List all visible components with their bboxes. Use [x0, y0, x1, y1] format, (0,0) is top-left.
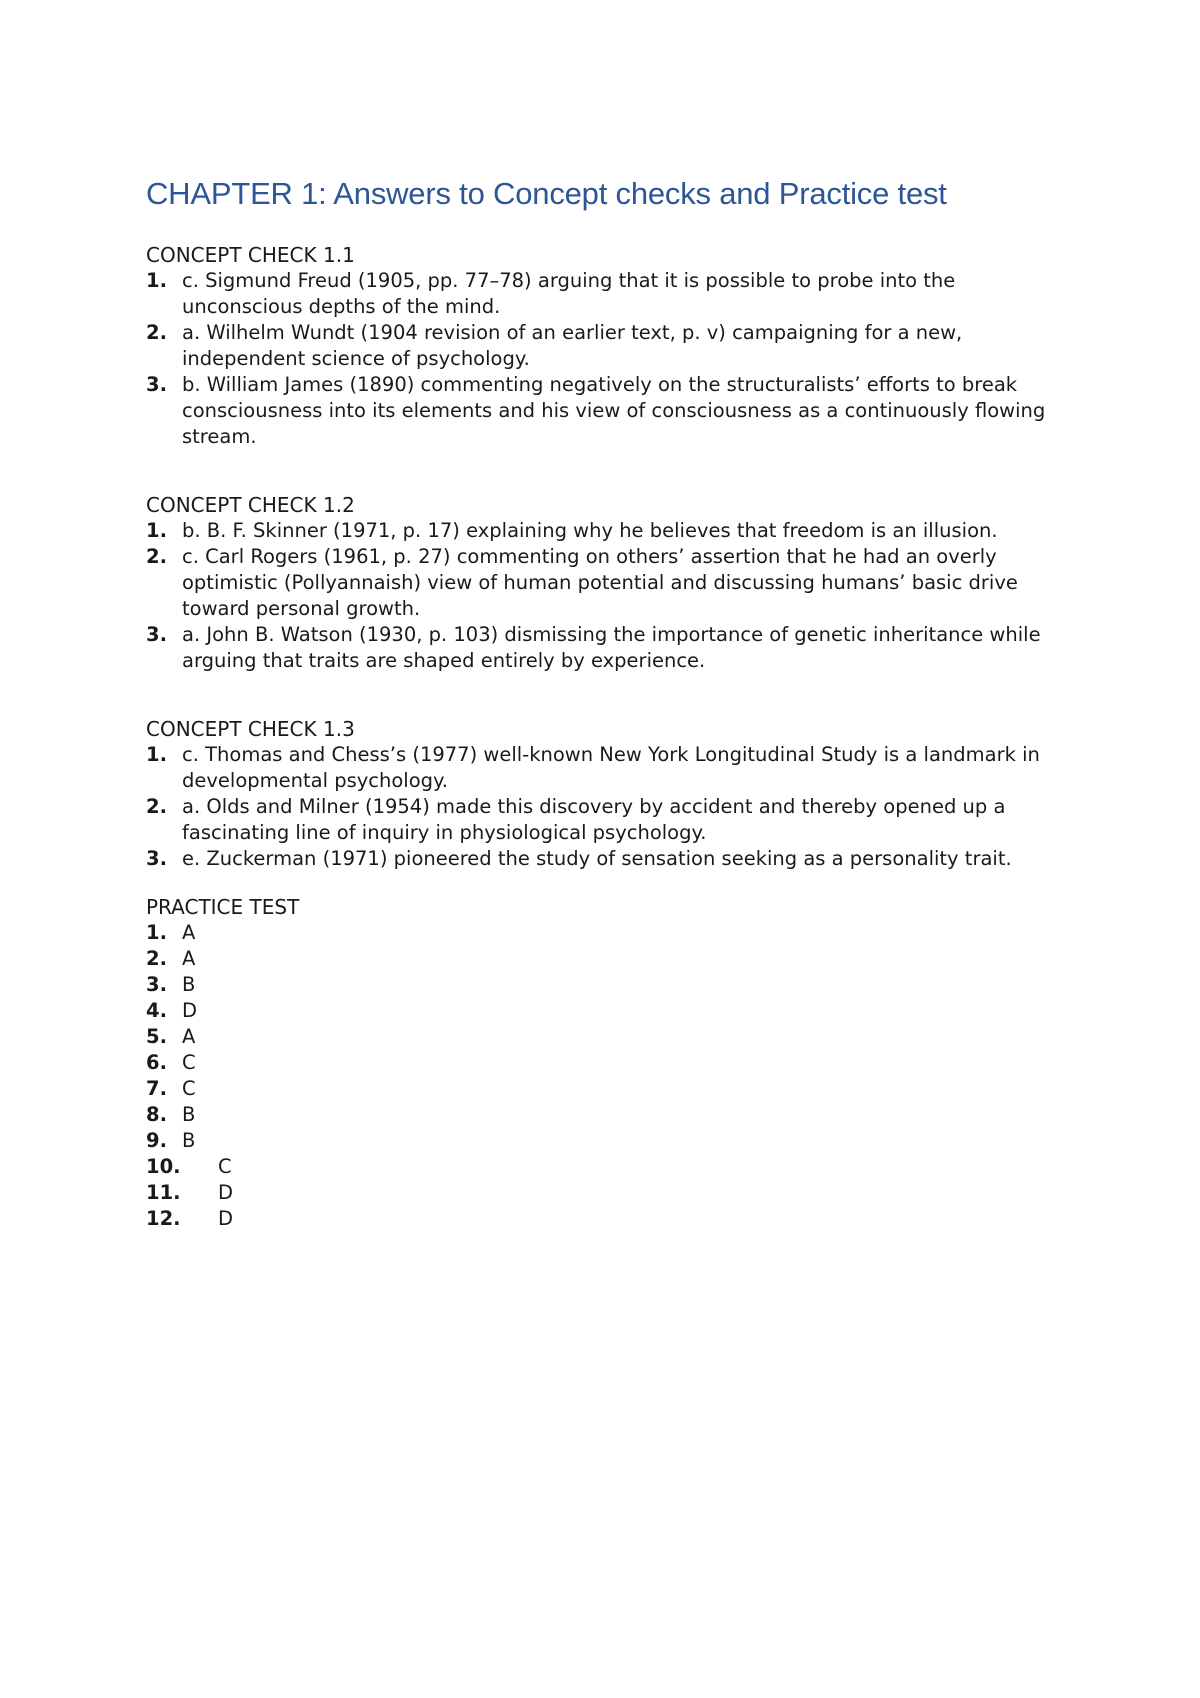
list-item: [146, 972, 1066, 998]
section-concept-check-1-1: [146, 242, 1066, 450]
list-item: [146, 544, 1066, 622]
list-item: [146, 320, 1066, 372]
list-item: [146, 998, 1066, 1024]
item-number: 3.: [146, 973, 167, 996]
item-number: 1.: [146, 269, 167, 292]
item-text: D: [218, 1181, 234, 1204]
list-item: [146, 846, 1066, 872]
answer-list: [146, 268, 1066, 450]
item-number: 2.: [146, 545, 167, 568]
item-text: D: [218, 1207, 234, 1230]
item-number: 1.: [146, 921, 167, 944]
answer-list: [146, 518, 1066, 674]
item-text: A: [182, 947, 196, 970]
item-text: a. Olds and Milner (1954) made this discovery by accident and thereby opened up a fascinating line of inquiry in physiological psychology.: [182, 795, 1006, 844]
item-text: a. Wilhelm Wundt (1904 revision of an earlier text, p. v) campaigning for a new, independent science of psychology.: [182, 321, 963, 370]
item-text: A: [182, 921, 196, 944]
section-heading: CONCEPT CHECK 1.3: [146, 717, 355, 741]
item-number: 7.: [146, 1077, 167, 1100]
item-text: D: [182, 999, 198, 1022]
item-number: 8.: [146, 1103, 167, 1126]
list-item: [146, 622, 1066, 674]
list-item: [146, 518, 1066, 544]
section-heading: CONCEPT CHECK 1.2: [146, 493, 355, 517]
item-text: C: [182, 1051, 196, 1074]
item-number: 3.: [146, 373, 167, 396]
list-item: [146, 372, 1066, 450]
item-number: 11.: [146, 1181, 181, 1204]
item-text: c. Thomas and Chess’s (1977) well-known New York Longitudinal Study is a landmark in developmental psychology.: [182, 743, 1040, 792]
list-item: [146, 1024, 1066, 1050]
item-text: c. Sigmund Freud (1905, pp. 77–78) arguing that it is possible to probe into the unconscious depths of the mind.: [182, 269, 956, 318]
item-text: b. William James (1890) commenting negatively on the structuralists’ efforts to break consciousness into its elements and his view of consciousness as a continuously flowing stream.: [182, 373, 1046, 448]
item-number: 5.: [146, 1025, 167, 1048]
item-text: a. John B. Watson (1930, p. 103) dismissing the importance of genetic inheritance while arguing that traits are shaped entirely by experience.: [182, 623, 1041, 672]
list-item: [146, 920, 1066, 946]
item-number: 12.: [146, 1207, 181, 1230]
item-text: c. Carl Rogers (1961, p. 27) commenting on others’ assertion that he had an overly optimistic (Pollyannaish) view of human potential and discussing humans’ basic drive toward personal growth.: [182, 545, 1018, 620]
item-number: 3.: [146, 623, 167, 646]
list-item: [146, 1050, 1066, 1076]
section-concept-check-1-2: [146, 492, 1066, 674]
answer-list: [146, 742, 1066, 872]
list-item: [146, 1128, 1066, 1154]
item-text: C: [218, 1155, 232, 1178]
list-item: [146, 742, 1066, 794]
answer-list: [146, 920, 1066, 1232]
item-text: C: [182, 1077, 196, 1100]
section-heading: CONCEPT CHECK 1.1: [146, 243, 355, 267]
item-text: b. B. F. Skinner (1971, p. 17) explaining why he believes that freedom is an illusion.: [182, 519, 998, 542]
list-item: [146, 268, 1066, 320]
item-text: e. Zuckerman (1971) pioneered the study of sensation seeking as a personality trait.: [182, 847, 1012, 870]
list-item: [146, 794, 1066, 846]
item-number: 3.: [146, 847, 167, 870]
list-item: [146, 1076, 1066, 1102]
item-text: B: [182, 1103, 196, 1126]
list-item: [146, 1180, 1066, 1206]
item-number: 9.: [146, 1129, 167, 1152]
list-item: [146, 1102, 1066, 1128]
list-item: [146, 946, 1066, 972]
page-title: CHAPTER 1: Answers to Concept checks and Practice test: [146, 176, 947, 211]
item-number: 6.: [146, 1051, 167, 1074]
item-number: 2.: [146, 321, 167, 344]
item-text: B: [182, 1129, 196, 1152]
list-item: [146, 1206, 1066, 1232]
item-number: 2.: [146, 795, 167, 818]
item-number: 1.: [146, 519, 167, 542]
section-concept-check-1-3: [146, 716, 1066, 872]
list-item: [146, 1154, 1066, 1180]
document-page: [146, 172, 1066, 1232]
section-practice-test: [146, 894, 1066, 1232]
item-text: B: [182, 973, 196, 996]
item-text: A: [182, 1025, 196, 1048]
item-number: 4.: [146, 999, 167, 1022]
item-number: 10.: [146, 1155, 181, 1178]
section-heading: PRACTICE TEST: [146, 895, 300, 919]
item-number: 2.: [146, 947, 167, 970]
item-number: 1.: [146, 743, 167, 766]
